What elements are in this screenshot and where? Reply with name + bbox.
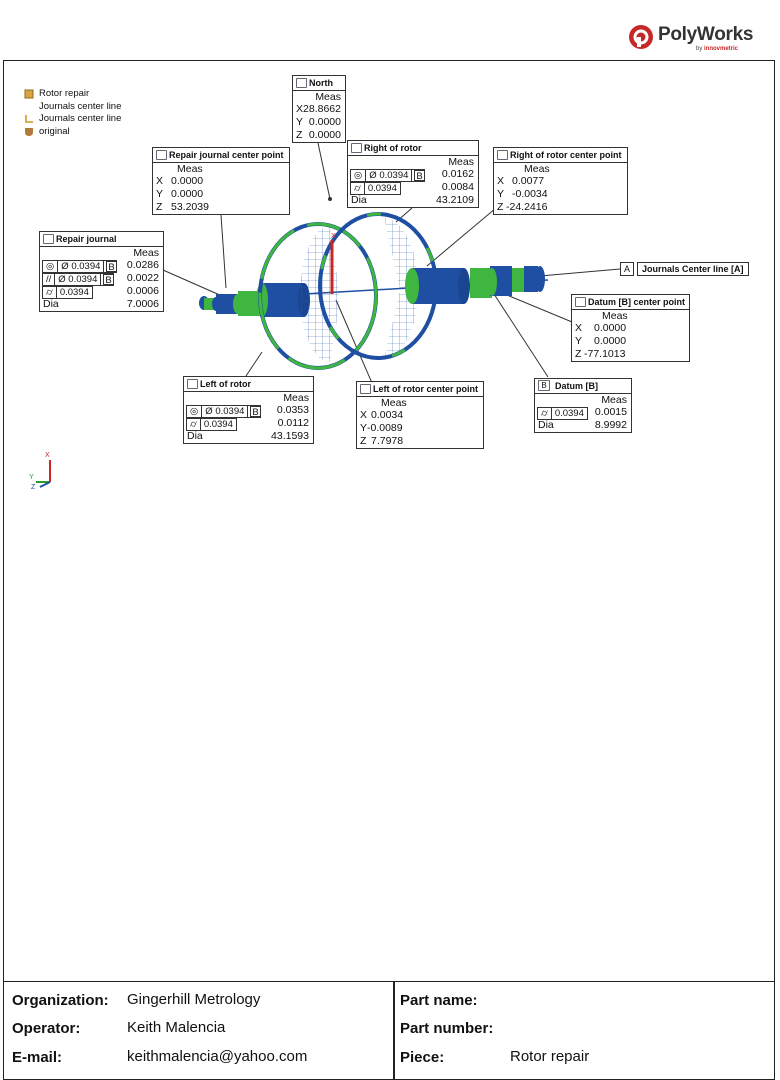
point-icon: [156, 150, 167, 160]
callout-left-of-rotor-center-point[interactable]: Left of rotor center point Meas X 0.0034 Y -0.0089 Z 7.7978: [356, 381, 484, 449]
circle-feature-icon: [43, 234, 54, 244]
triad-z-label: Z: [31, 484, 36, 491]
datum-letter: B: [538, 380, 550, 391]
brand-sub: by innovmetric: [696, 46, 739, 52]
report-footer: [3, 982, 775, 1080]
datum-a-label[interactable]: A Journals Center line [A]: [620, 262, 749, 276]
axis-icon: [24, 114, 34, 124]
callout-left-of-rotor[interactable]: Left of rotor Meas ◎ Ø 0.0394 B 0.0353 ⌭ 0.0394 0.0112 Dia 43.1593: [183, 376, 314, 444]
svg-text:X: X: [331, 233, 336, 240]
point-icon: [360, 384, 371, 394]
triad-y-label: Y: [29, 474, 34, 481]
email-label: E-mail:: [12, 1049, 63, 1066]
part-icon: [24, 89, 34, 99]
point-icon: [575, 297, 586, 307]
point-icon: [296, 78, 307, 88]
point-icon: [497, 150, 508, 160]
piece-label: Piece:: [400, 1049, 445, 1066]
circle-feature-icon: [351, 143, 362, 153]
legend-item[interactable]: original: [24, 126, 121, 139]
organization-label: Organization:: [12, 992, 109, 1009]
legend-item[interactable]: Journals center line: [39, 100, 122, 112]
legend-item[interactable]: Journals center line: [24, 113, 121, 126]
callout-north[interactable]: North Meas X 28.8662 Y 0.0000 Z 0.0000: [292, 75, 346, 143]
callout-right-of-rotor-center-point[interactable]: Right of rotor center point Meas X 0.0077 Y -0.0034 Z -24.2416: [493, 147, 628, 215]
callout-right-of-rotor[interactable]: Right of rotor Meas ◎ Ø 0.0394 B 0.0162 ⌭ 0.0394 0.0084 Dia 43.2109: [347, 140, 479, 208]
email-value[interactable]: keithmalencia@yahoo.com: [127, 1048, 308, 1065]
legend-item[interactable]: Rotor repair: [24, 88, 121, 101]
operator-value: Keith Malencia: [127, 1019, 226, 1036]
object-tree-legend: [24, 88, 121, 138]
callout-datum-b-center-point[interactable]: Datum [B] center point Meas X 0.0000 Y 0.0000 Z -77.1013: [571, 294, 690, 362]
part-number-label: Part number:: [400, 1020, 494, 1037]
triad-x-label: X: [45, 452, 50, 459]
callout-repair-journal-center-point[interactable]: Repair journal center point Meas X 0.0000 Y 0.0000 Z 53.2039: [152, 147, 290, 215]
piece-value: Rotor repair: [510, 1048, 590, 1065]
shield-icon: [24, 127, 34, 137]
brand-name: PolyWorks: [658, 24, 754, 45]
organization-value: Gingerhill Metrology: [127, 991, 261, 1008]
axis-triad: [28, 450, 62, 492]
part-name-label: Part name:: [400, 992, 478, 1009]
callout-repair-journal[interactable]: Repair journal Meas ◎ Ø 0.0394 B 0.0286 // Ø 0.0394 B 0.0022 ⌭ 0.0394 0.0006 Dia 7.0006: [39, 231, 164, 312]
callout-datum-b[interactable]: B Datum [B] Meas ⌭ 0.0394 0.0015 Dia 8.9992: [534, 378, 632, 433]
operator-label: Operator:: [12, 1020, 81, 1037]
circle-feature-icon: [187, 379, 198, 389]
